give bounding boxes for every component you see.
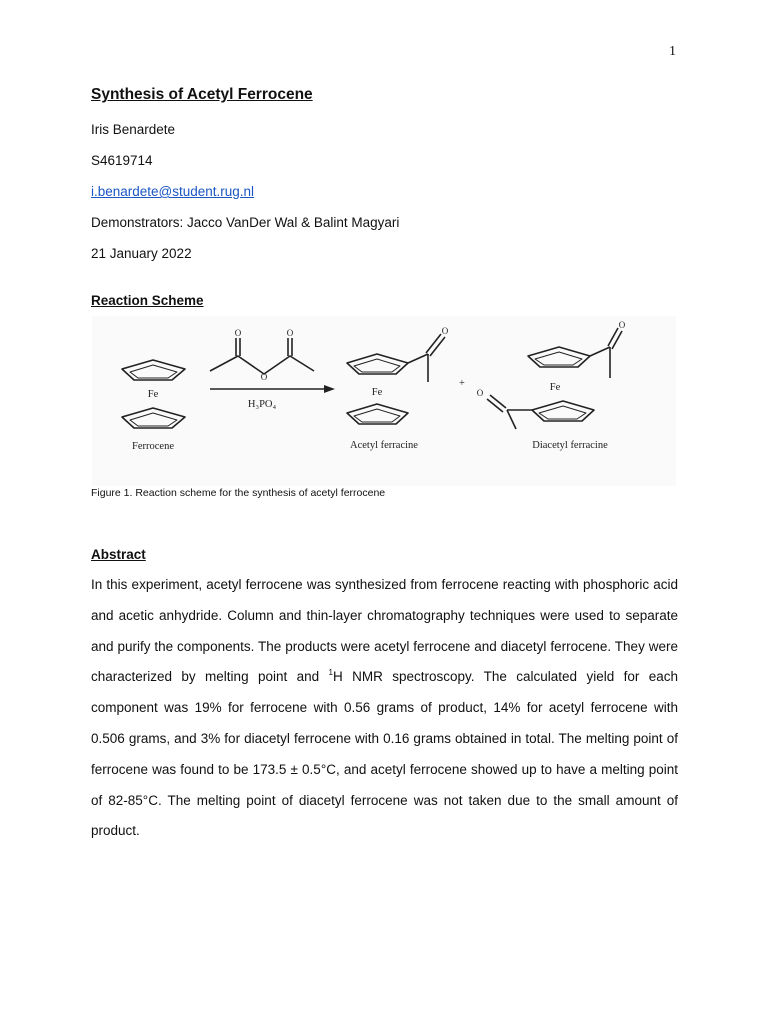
diacetyl-top-ring-inner	[535, 352, 582, 365]
diacetyl-bottom-carbonyl-a	[490, 395, 506, 408]
acetyl-carbonyl-b	[430, 337, 445, 356]
anhydride-o2-label: O	[286, 328, 294, 338]
abstract-text-part-2: H NMR spectroscopy. The calculated yield for each component was 19% for ferrocene with 0.56 grams of product, 14% for acetyl ferrocene with 0.506 grams, and 3% for diacetyl ferrocene with 0.16 grams obtained in total. The melting point of ferrocene was found to be 173.5 ± 0.5°C, and acetyl ferrocene showed up to have a melting point of 82-85°C. The melting point of diacetyl ferrocene was not taken due to the small amount of product.	[91, 669, 678, 839]
diacetyl-product-label: Diacetyl ferracine	[532, 440, 608, 451]
anhydride-o1-label: O	[234, 328, 242, 338]
report-date: 21 January 2022	[91, 246, 192, 261]
abstract-paragraph	[91, 570, 678, 847]
ferrocene-top-ring-inner	[130, 365, 177, 378]
abstract-heading: Abstract	[91, 547, 146, 562]
diacetyl-o1-label: O	[618, 320, 626, 330]
anhydride-o3-label: O	[260, 372, 268, 382]
abstract-text-part-1: In this experiment, acetyl ferrocene was synthesized from ferrocene reacting with phosphoric acid and acetic anhydride. Column and thin-layer chromatography techniques were used to separate and purify the components. The products were acetyl ferrocene and diacetyl ferrocene. They were characterized by melting point and	[91, 577, 678, 685]
ferrocene-bottom-ring	[122, 408, 185, 428]
document-title: Synthesis of Acetyl Ferrocene	[91, 86, 313, 103]
nmr-superscript: 1	[328, 668, 333, 678]
acetyl-carbonyl-a	[426, 334, 441, 353]
acetyl-o-label: O	[441, 326, 449, 336]
diacetyl-top-ring	[528, 347, 590, 367]
ferrocene-top-ring	[122, 360, 185, 380]
diacetyl-fe-label: Fe	[549, 382, 561, 393]
plus-sign: +	[459, 378, 465, 389]
acetyl-bottom-ring	[347, 404, 408, 424]
reaction-scheme-drawing	[92, 316, 676, 486]
ferrocene-fe-label: Fe	[147, 389, 159, 400]
figure-caption: Figure 1. Reaction scheme for the synthesis of acetyl ferrocene	[91, 487, 386, 499]
diacetyl-top-carbonyl-a	[608, 328, 618, 346]
diacetyl-bottom-ring-inner	[539, 406, 586, 419]
author-name: Iris Benardete	[91, 122, 176, 137]
acetyl-bottom-ring-inner	[354, 409, 400, 422]
reaction-arrow-head	[324, 385, 335, 393]
reagent-label: H₃PO₄	[247, 399, 277, 410]
diacetyl-bottom-ring	[532, 401, 594, 421]
ferrocene-bottom-ring-inner	[130, 413, 177, 426]
acetyl-bond	[408, 354, 428, 363]
demonstrators: Demonstrators: Jacco VanDer Wal & Balint Magyari	[91, 215, 400, 230]
diacetyl-top-carbonyl-b	[612, 331, 622, 349]
reaction-scheme-figure	[92, 316, 676, 486]
acetyl-top-ring-inner	[354, 359, 400, 372]
acetyl-fe-label: Fe	[371, 387, 383, 398]
reaction-scheme-heading: Reaction Scheme	[91, 293, 204, 308]
ferrocene-label: Ferrocene	[132, 441, 174, 452]
student-number: S4619714	[91, 153, 153, 168]
diacetyl-bottom-carbonyl-b	[487, 399, 503, 412]
diacetyl-bottom-methyl	[507, 410, 516, 429]
diacetyl-o2-label: O	[476, 388, 484, 398]
email-link[interactable]: i.benardete@student.rug.nl	[91, 184, 255, 199]
acetyl-product-label: Acetyl ferracine	[350, 440, 418, 451]
acetyl-top-ring	[347, 354, 408, 374]
page-number: 1	[669, 44, 676, 59]
diacetyl-top-bond	[590, 347, 610, 356]
